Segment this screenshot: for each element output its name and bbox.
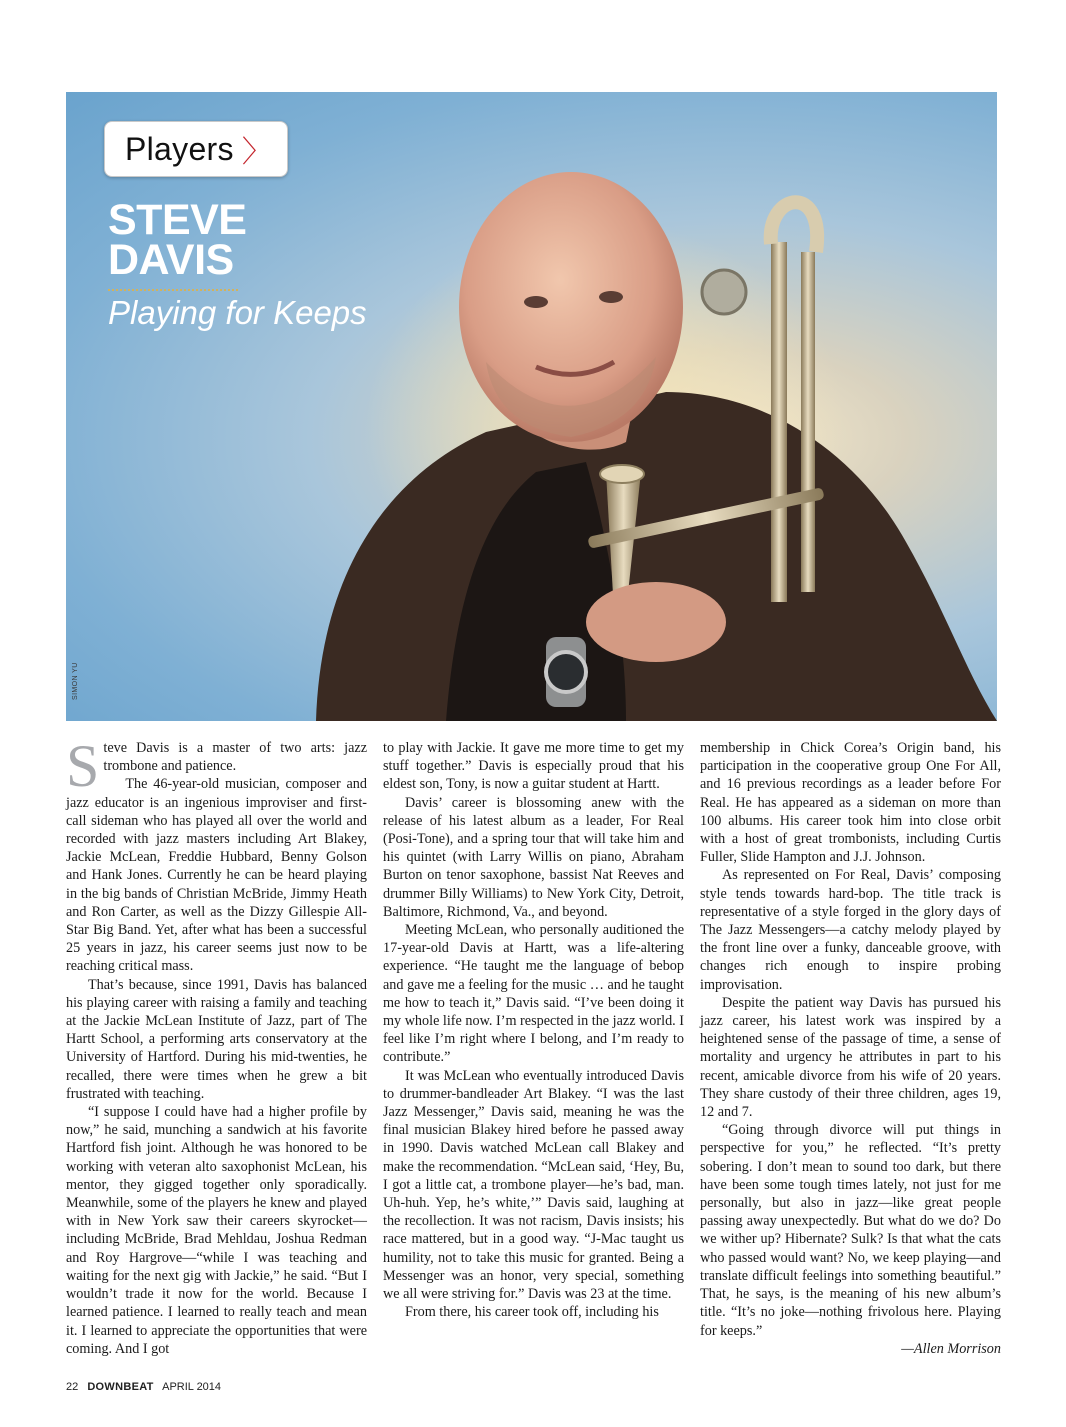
article-paragraph: Davis’ career is blossoming anew with the release of his latest album as a leader, For Real (Posi-Tone), and a spring tour that will take him and his quintet (with Larry Willis on piano, Abraham Burton on tenor saxophone, bassist Nat Reeves and drummer Billy Williams) to New York City, Detroit, Baltimore, Richmond, Va., and beyond. <box>383 794 684 920</box>
article-paragraph: The 46-year-old musician, composer and jazz educator is an ingenious improviser and first-call sideman who has played all over the world and recorded with jazz masters including Art Blakey, Jackie McLean, Freddie Hubbard, Benny Golson and Hank Jones. Currently he can be heard playing in the big bands of Christian McBride, Jimmy Heath and Ron Carter, as well as the Dizzy Gillespie All-Star Big Band. Yet, after what has been a successful 25 years in jazz, his career seems just now to be reaching critical mass. <box>66 776 367 975</box>
article-paragraph: “Going through divorce will put things in perspective for you,” he reflected. “It’s pretty sobering. I don’t mean to sound too dark, but there have been some tough times lately, not just for me personally, but also in jazz—like great people passing away unexpectedly. But what do we do? Do we wither up? Hibernate? Sulk? Is that what the cats who passed would want? No, we keep playing—and translate difficult feelings into something beautiful.” That, he says, is the meaning of his new album’s title. “It’s no joke—nothing frivolous here. Playing for keeps.” <box>700 1122 1001 1339</box>
article-column-3 <box>700 739 1001 1358</box>
article-column-1 <box>66 733 367 1358</box>
article-paragraph: That’s because, since 1991, Davis has balanced his playing career with raising a family and teaching at the Jackie McLean Institute of Jazz, part of The Hartt School, a performing arts conservatory at the University of Hartford. During his mid-twenties, he recalled, there were times when he grew a bit frustrated with teaching. <box>66 976 367 1102</box>
article-paragraph: As represented on For Real, Davis’ composing style tends towards hard-bop. The title track is representative of a style forged in the glory days of The Jazz Messengers—a catchy melody played by the front line over a funky, danceable groove, with changes rich enough to inspire probing improvisation. <box>700 867 1001 993</box>
headline-line-1: STEVE <box>108 196 247 244</box>
headline-divider <box>108 289 238 291</box>
section-tag <box>104 121 288 177</box>
headline-subtitle: Playing for Keeps <box>108 294 367 331</box>
photo-credit: SIMON YU <box>72 662 79 700</box>
article-paragraph: From there, his career took off, including his <box>405 1304 659 1321</box>
article-paragraph: Steve Davis is a master of two arts: jazz trombone and patience. <box>66 733 367 799</box>
article-paragraph: Despite the patient way Davis has pursued his jazz career, his latest work was inspired by a heightened sense of the passage of time, a sense of mortality and urgency he attributes in part to his recent, amicable divorce from his wife of 20 years. They share custody of their three children, ages 19, 12 and 7. <box>700 994 1001 1121</box>
page-folio <box>66 1381 221 1393</box>
section-tag-label: Players <box>125 130 234 167</box>
headline-line-2: DAVIS <box>108 236 234 284</box>
chevron-right-icon: 〉 <box>241 136 272 169</box>
hero-photo <box>66 92 997 721</box>
page-number: 22 <box>66 1381 79 1393</box>
article-paragraph: Meeting McLean, who personally auditioned the 17-year-old Davis at Hartt, was a life-altering experience. “He taught me the language of bebop and gave me a feeling for the music … and he taught me how to teach it,” Davis said. “I’ve been doing it my whole life now. I’m respected in the jazz world. I feel like I’m right where I belong, and I’m ready to contribute.” <box>383 922 684 1066</box>
magazine-name: DOWNBEAT <box>87 1381 154 1393</box>
article-paragraph: “I suppose I could have had a higher profile by now,” he said, munching a sandwich at his favorite Hartford fish joint. Although he was honored to be working with veteran alto saxophonist McLean, his mentor, they gigged together only sporadically. Meanwhile, some of the players he knew and played with in New York saw their careers skyrocket—including McBride, Brad Mehldau, Joshua Redman and Roy Hargrove—“while I was teaching and waiting for the next gig with Jackie,” he said. “But I wouldn’t trade it now for the world. Because I learned patience. I learned to really teach and mean it. I learned to appreciate the opportunities that were coming. And I got <box>66 1104 367 1357</box>
issue-date: APRIL 2014 <box>162 1381 222 1393</box>
portrait-illustration <box>66 92 997 721</box>
dropcap: S <box>66 733 100 799</box>
article-paragraph: to play with Jackie. It gave me more time to get my stuff together.” Davis is especially proud that his eldest son, Tony, is now a guitar student at Hartt. <box>383 740 684 793</box>
author-signature: —Allen Morrison <box>901 1340 1001 1357</box>
article-paragraph: It was McLean who eventually introduced Davis to drummer-bandleader Art Blakey. “I was the last Jazz Messenger,” Davis said, meaning he was the final musician Blakey hired before he passed away in 1990. Davis watched McLean call Blakey and make the recommendation. “McLean said, ‘Hey, Bu, I got a little cat, a trombone player—he’s bad, man. Uh-huh. Yep, he’s white,’” Davis said, laughing at the recollection. It was not racism, Davis insists; his race mattered, but in a good way. “J-Mac taught us humility, not to take this music for granted. Being a Messenger was an honor, very special, something we all were striving for.” Davis was 23 at the time. <box>383 1067 684 1303</box>
article-column-2 <box>383 739 684 1322</box>
article-paragraph: membership in Chick Corea’s Origin band, his participation in the cooperative group One For All, and 16 previous recordings as a leader before For Real. He has appeared as a sideman on more than 100 albums. His career took him into close orbit with a host of great trombonists, including Curtis Fuller, Slide Hampton and J.J. Johnson. <box>700 740 1001 866</box>
headline <box>108 196 247 284</box>
